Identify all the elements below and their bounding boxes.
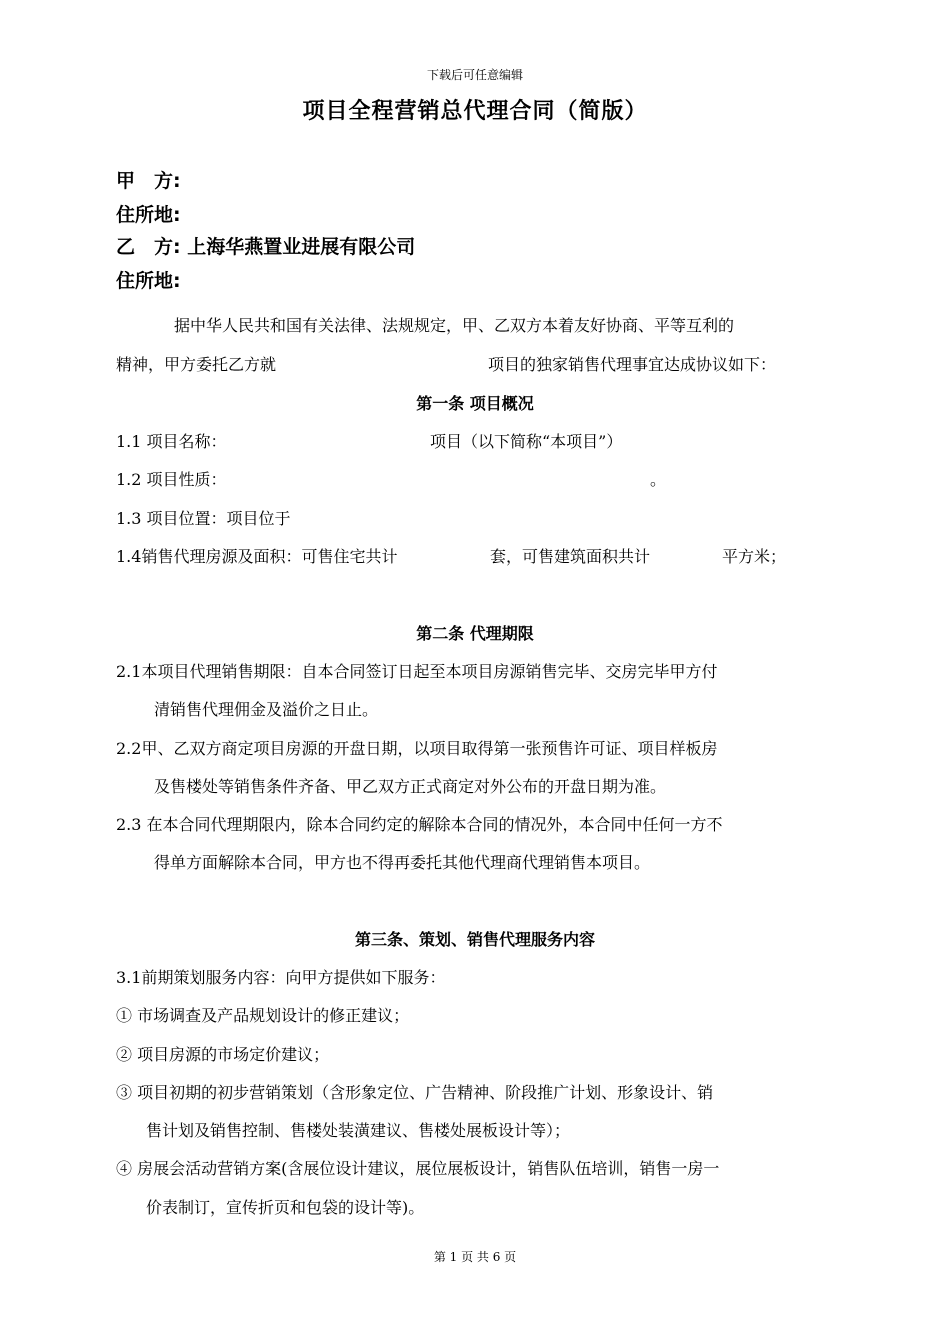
article-1-item-1b: 项目（以下简称“本项目”） <box>430 432 623 451</box>
article-3-sub-1: ① 市场调查及产品规划设计的修正建议； <box>116 1006 410 1025</box>
article-2-item-3a: 2.3 在本合同代理期限内，除本合同约定的解除本合同的情况外，本合同中任何一方不 <box>116 815 723 834</box>
intro-line-2b: 项目的独家销售代理事宜达成协议如下： <box>488 355 777 374</box>
article-2-heading: 第二条 代理期限 <box>416 624 534 643</box>
article-1-item-2a: 1.2 项目性质： <box>116 470 227 489</box>
header-note: 下载后可任意编辑 <box>426 68 523 82</box>
article-1-item-2b: 。 <box>650 470 667 489</box>
article-3-sub-3a: ③ 项目初期的初步营销策划（含形象定位、广告精神、阶段推广计划、形象设计、销 <box>116 1083 714 1102</box>
article-2-item-3b: 得单方面解除本合同，甲方也不得再委托其他代理商代理销售本项目。 <box>154 853 651 872</box>
party-b-address-label: 住所地: <box>116 270 181 292</box>
party-a-label: 甲 方: <box>116 170 181 192</box>
article-1-item-4a: 1.4销售代理房源及面积：可售住宅共计 <box>116 547 398 566</box>
article-1-item-4b: 套，可售建筑面积共计 <box>490 547 651 566</box>
article-3-sub-4a: ④ 房展会活动营销方案(含展位设计建议，展位展板设计，销售队伍培训，销售一房一 <box>116 1159 720 1178</box>
article-1-item-4c: 平方米； <box>722 547 787 566</box>
party-a-address-label: 住所地: <box>116 204 181 226</box>
article-1-heading: 第一条 项目概况 <box>416 394 534 413</box>
article-2-item-1a: 2.1本项目代理销售期限：自本合同签订日起至本项目房源销售完毕、交房完毕甲方付 <box>116 662 718 681</box>
article-2-item-2b: 及售楼处等销售条件齐备、甲乙双方正式商定对外公布的开盘日期为准。 <box>154 777 667 796</box>
article-3-sub-2: ② 项目房源的市场定价建议； <box>116 1045 330 1064</box>
article-1-item-3: 1.3 项目位置：项目位于 <box>116 509 291 528</box>
document-title: 项目全程营销总代理合同（简版） <box>302 99 648 124</box>
article-1-item-1a: 1.1 项目名称： <box>116 432 227 451</box>
intro-line-2a: 精神，甲方委托乙方就 <box>116 355 277 374</box>
article-3-item-1: 3.1前期策划服务内容：向甲方提供如下服务： <box>116 968 446 987</box>
party-b-label: 乙 方: 上海华燕置业进展有限公司 <box>116 236 416 258</box>
article-3-sub-3b: 售计划及销售控制、售楼处装潢建议、售楼处展板设计等）； <box>146 1121 571 1140</box>
article-3-sub-4b: 价表制订，宣传折页和包袋的设计等)。 <box>146 1198 425 1217</box>
intro-line-1: 据中华人民共和国有关法律、法规规定，甲、乙双方本着友好协商、平等互利的 <box>174 316 735 335</box>
article-2-item-2a: 2.2甲、乙双方商定项目房源的开盘日期，以项目取得第一张预售许可证、项目样板房 <box>116 739 718 758</box>
page-footer: 第 1 页 共 6 页 <box>433 1250 517 1264</box>
article-2-item-1b: 清销售代理佣金及溢价之日止。 <box>154 700 379 719</box>
article-3-heading: 第三条、策划、销售代理服务内容 <box>354 930 595 949</box>
